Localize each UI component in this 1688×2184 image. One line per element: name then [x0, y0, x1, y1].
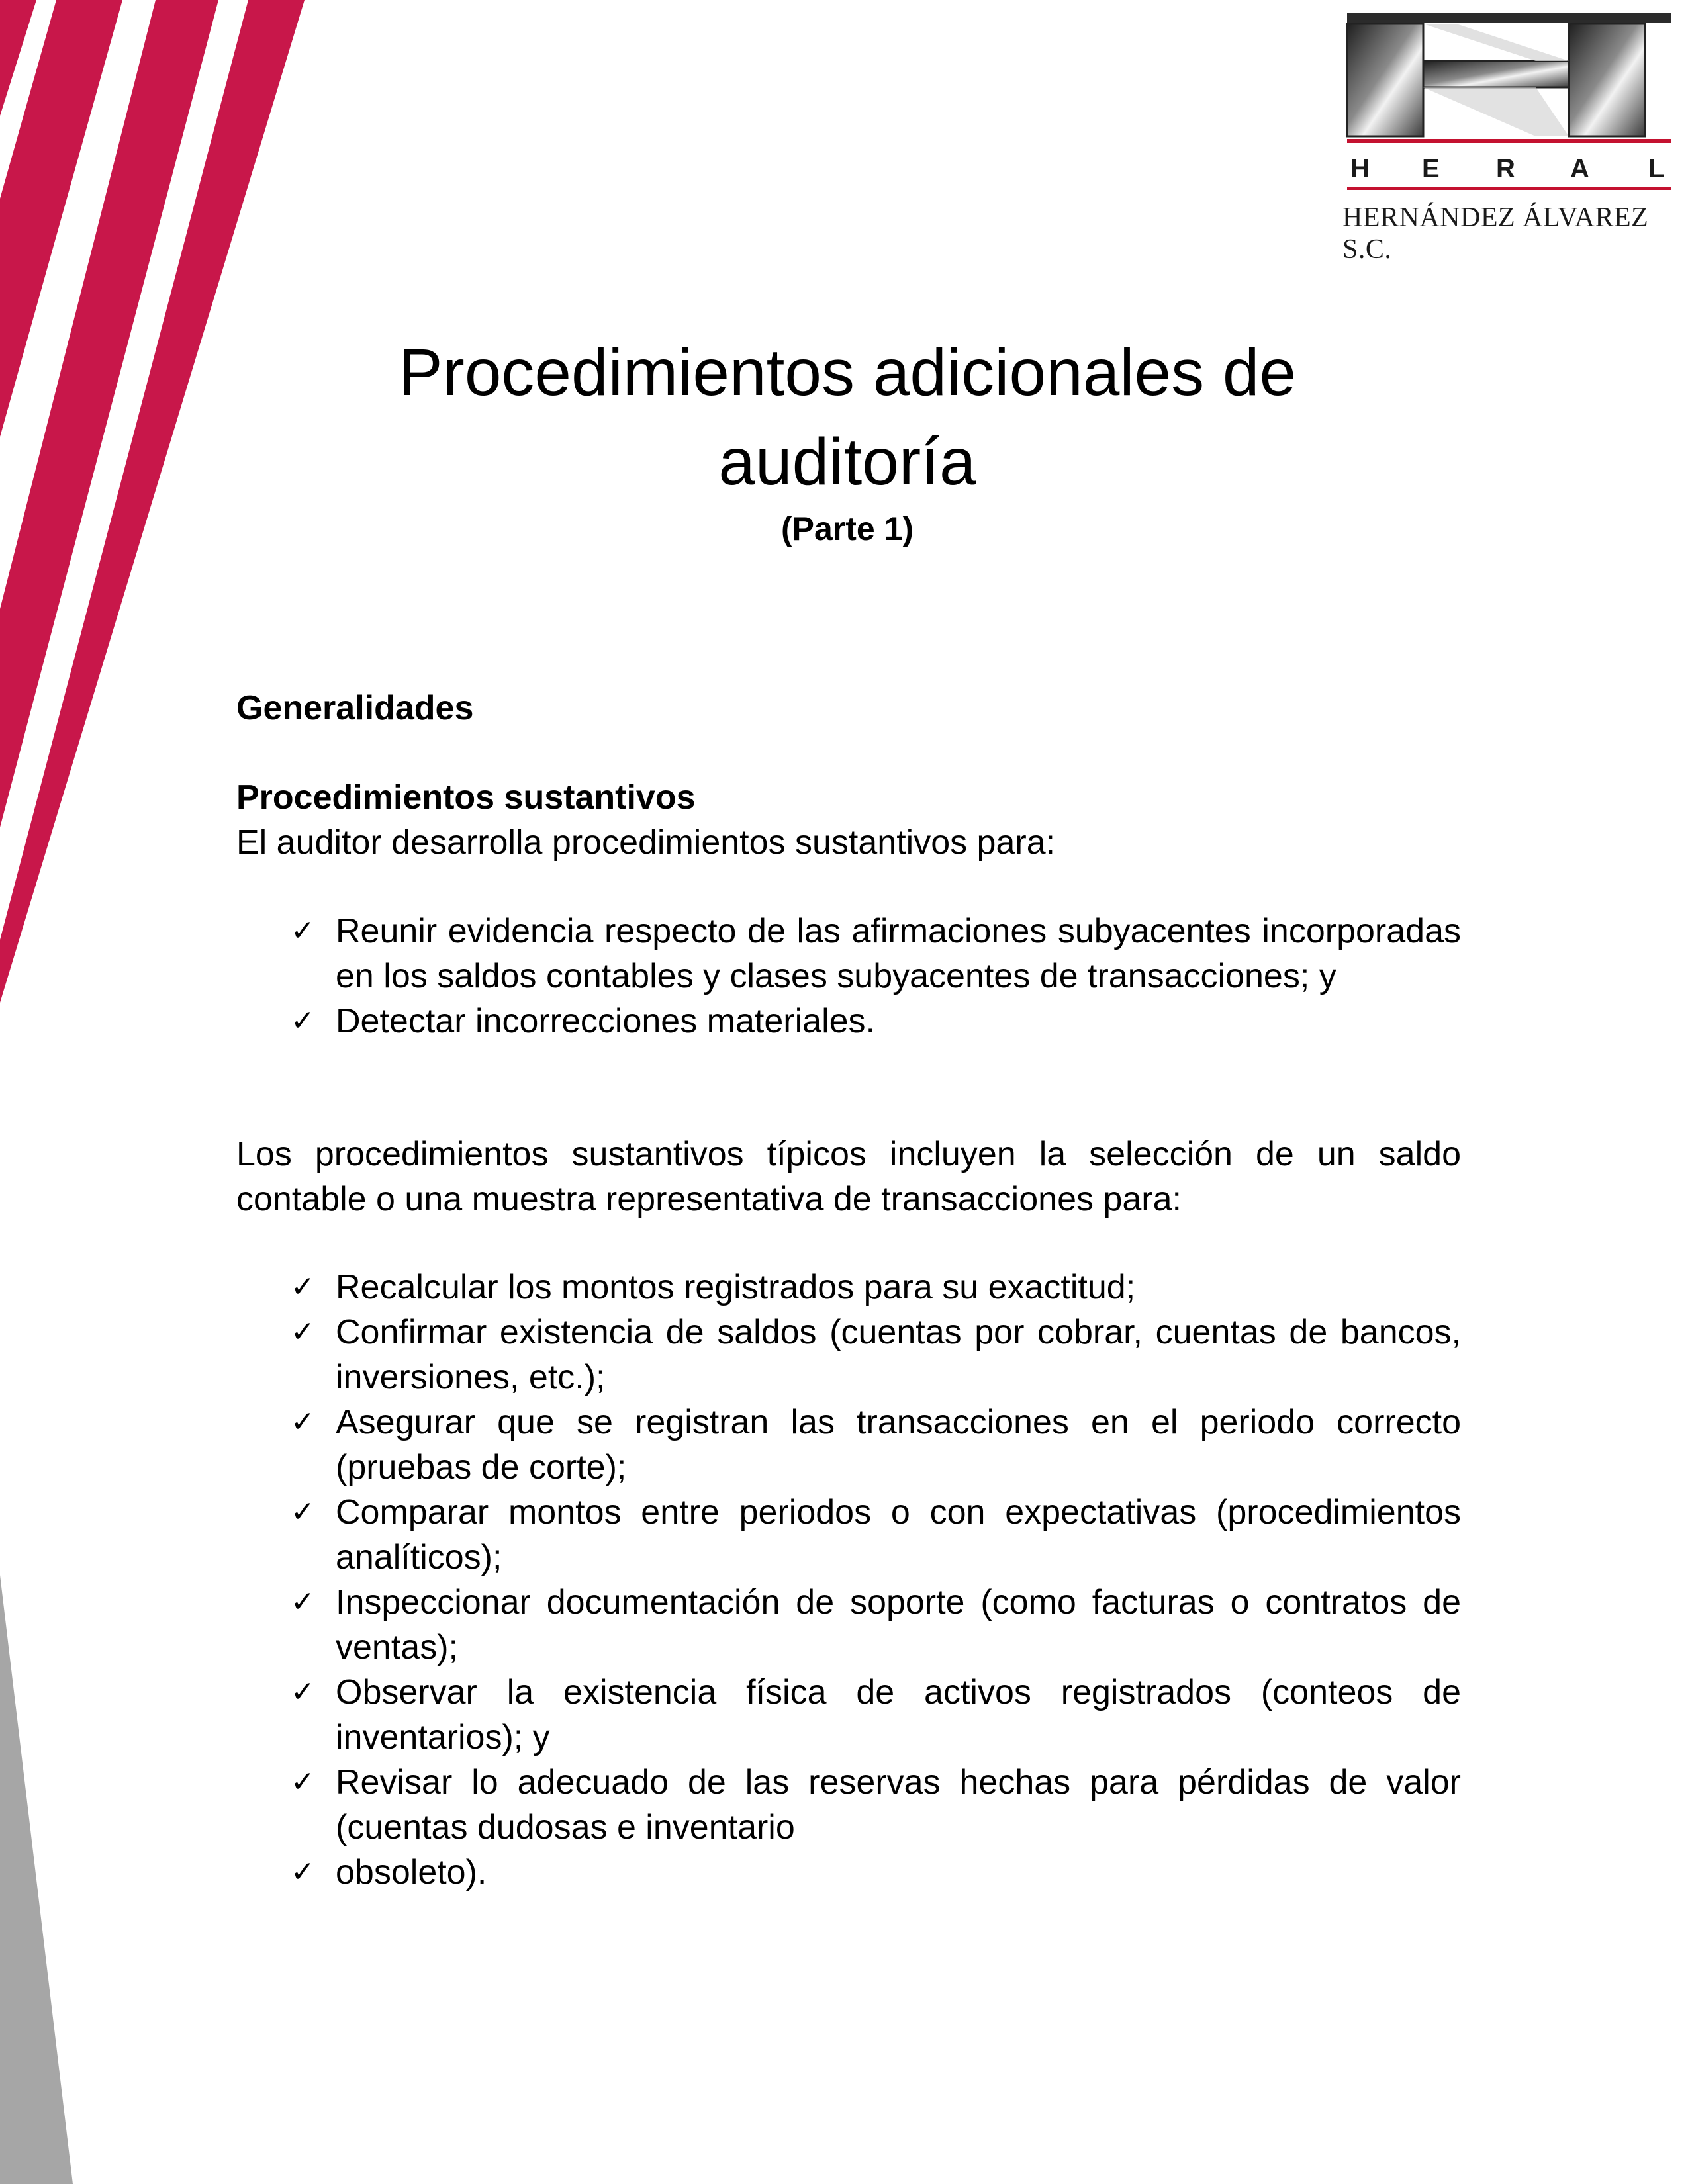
heral-letters [1350, 154, 1664, 183]
list-item-text: Inspeccionar documentación de soporte (como facturas o contratos de ventas); [336, 1583, 1461, 1666]
list-item [236, 1580, 1461, 1670]
list-item [236, 1760, 1461, 1850]
list-item [236, 1310, 1461, 1400]
page-subtitle: (Parte 1) [780, 510, 914, 547]
list-item-text: Recalcular los montos registrados para su exactitud; [336, 1268, 1136, 1306]
list-item [236, 1490, 1461, 1580]
check-icon: ✓ [291, 1855, 315, 1889]
list-item [236, 1670, 1461, 1760]
check-icon: ✓ [291, 1495, 315, 1529]
list-item-text: Detectar incorrecciones materiales. [336, 1002, 875, 1040]
heral-logo [1337, 7, 1681, 232]
list-item-text: Asegurar que se registran las transacciones en el periodo correcto (pruebas de corte); [336, 1403, 1461, 1486]
list-item [236, 1850, 1461, 1895]
purpose-list [236, 909, 1461, 1044]
check-icon: ✓ [291, 1270, 315, 1304]
page-title-line-2: auditoría [718, 425, 976, 499]
list-item-text: Observar la existencia física de activos registrados (conteos de inventarios); y [336, 1673, 1461, 1756]
logo-letter: H [1350, 154, 1370, 183]
page-title-line-1: Procedimientos adicionales de [398, 336, 1297, 410]
intro-paragraph: El auditor desarrolla procedimientos sustantivos para: [236, 823, 1056, 862]
check-icon: ✓ [291, 1675, 315, 1709]
list-item-text: Confirmar existencia de saldos (cuentas por cobrar, cuentas de bancos, inversiones, etc.); [336, 1313, 1461, 1396]
logo-letter: R [1496, 154, 1515, 183]
logo-letter: L [1648, 154, 1665, 183]
check-icon: ✓ [291, 1765, 315, 1799]
list-item-text: Revisar lo adecuado de las reservas hechas para pérdidas de valor (cuentas dudosas e inventario [336, 1763, 1461, 1846]
check-icon: ✓ [291, 914, 315, 948]
check-icon: ✓ [291, 1004, 315, 1038]
heral-h-icon [1347, 13, 1671, 143]
logo-letter: A [1570, 154, 1589, 183]
list-item-text: Reunir evidencia respecto de las afirmaciones subyacentes incorporadas en los saldos contables y clases subyacentes de transacciones; y [336, 912, 1461, 995]
logo-company-name: HERNÁNDEZ ÁLVAREZ S.C. [1342, 203, 1649, 265]
list-item [236, 1400, 1461, 1490]
list-item-text: Comparar montos entre periodos o con expectativas (procedimientos analíticos); [336, 1493, 1461, 1576]
logo-letter: E [1422, 154, 1440, 183]
check-icon: ✓ [291, 1405, 315, 1439]
section-heading: Generalidades [236, 689, 474, 727]
check-icon: ✓ [291, 1585, 315, 1619]
list-item [236, 1265, 1461, 1310]
list-item [236, 999, 1461, 1044]
subsection-heading: Procedimientos sustantivos [236, 778, 696, 817]
list-item-text: obsoleto). [336, 1853, 487, 1891]
body-paragraph: Los procedimientos sustantivos típicos incluyen la selección de un saldo contable o una muestra representativa de transacciones para: [236, 1135, 1461, 1218]
list-item [236, 909, 1461, 999]
check-icon: ✓ [291, 1315, 315, 1349]
gray-stripe [0, 1575, 73, 2184]
procedures-list [236, 1265, 1461, 1895]
